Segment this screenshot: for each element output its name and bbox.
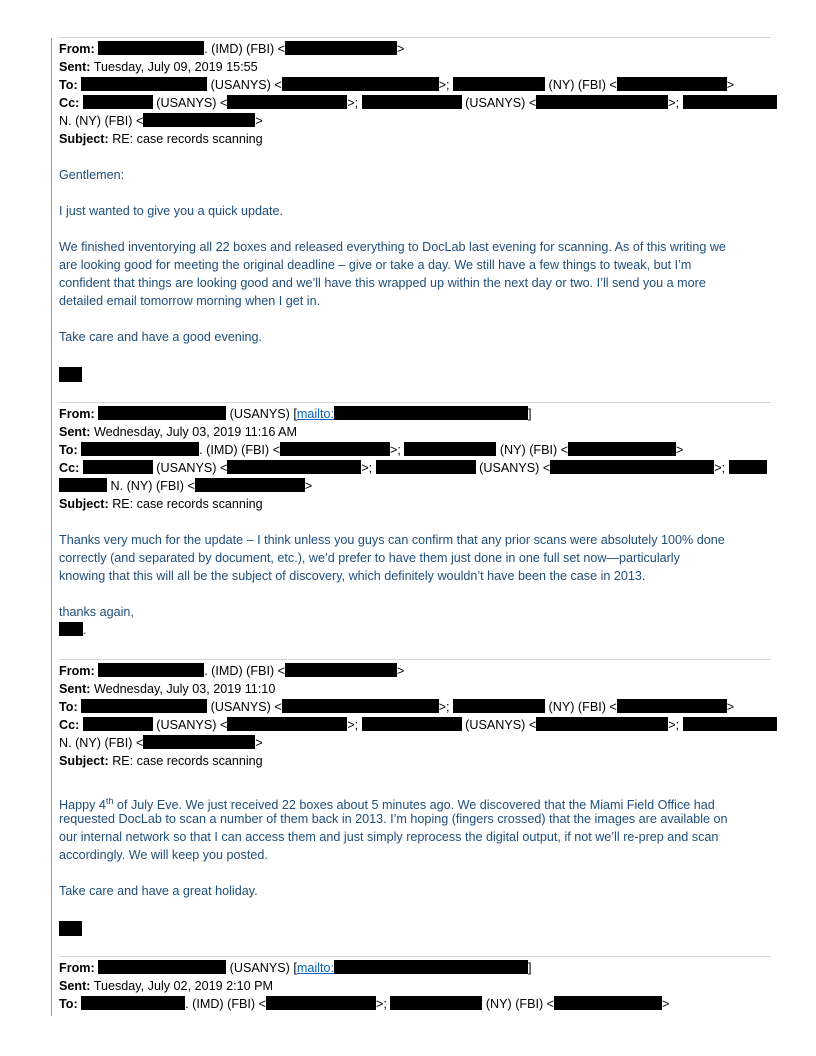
angle-close: > [255,114,263,128]
cc-org: (USANYS) < [461,718,537,732]
email3-sent-line [59,681,275,698]
body-line: are looking good for meeting the original deadline – give or take a day. We still have a few things to tweak, but I’m [59,258,692,272]
body-line [59,793,715,813]
subject-text: RE: case records scanning [112,132,263,146]
sent-label: Sent: [59,979,91,993]
redaction [266,996,376,1010]
angle-close: > [662,997,670,1011]
subject-label: Subject: [59,132,109,146]
cc-org: N. (NY) (FBI) < [59,114,144,128]
redaction [282,699,439,713]
subject-label: Subject: [59,754,109,768]
from-org: . (IMD) (FBI) < [204,42,285,56]
email2-to-line [59,442,683,459]
redaction [404,442,496,456]
redaction [683,95,777,109]
email1-cc-line [59,95,777,112]
redaction [81,77,207,91]
separator [59,402,771,403]
cc-org: (USANYS) < [461,96,537,110]
redaction [362,717,462,731]
body-line: Take care and have a great holiday. [59,884,258,898]
sent-date: Tuesday, July 09, 2019 15:55 [93,60,258,74]
body-line: knowing that this will all be the subject of discovery, which definitely wouldn’t have been the case in 2013. [59,569,646,583]
recipient-org: (NY) (FBI) < [545,700,617,714]
email2-subject-line [59,496,263,513]
from-label: From: [59,664,95,678]
cc-label: Cc: [59,718,80,732]
cc-org: N. (NY) (FBI) < [59,736,144,750]
redaction [617,77,727,91]
angle-close: > [397,664,405,678]
email4-to-line [59,996,669,1013]
angle-close: > [255,736,263,750]
redaction [550,460,714,474]
from-label: From: [59,961,95,975]
redaction [143,113,255,127]
recipient-org: (NY) (FBI) < [545,78,617,92]
to-label: To: [59,78,78,92]
period: . [83,623,87,637]
redaction [83,460,153,474]
cc-org: (USANYS) < [152,461,228,475]
cc-org: (USANYS) < [152,718,228,732]
separator-text: >; [668,96,680,110]
subject-text: RE: case records scanning [112,754,263,768]
cc-org: (USANYS) < [152,96,228,110]
email1-sent-line [59,59,258,76]
sent-label: Sent: [59,682,91,696]
email2-cc-cont-line [59,478,312,495]
signature-redaction [59,921,82,936]
email3-subject-line [59,753,263,770]
separator-text: >; [438,78,450,92]
email2-cc-line [59,460,767,477]
body-line: our internal network so that I can access them and just simply reprocess the digital output, if not we’ll re-prep and scan [59,830,719,844]
sent-date: Wednesday, July 03, 2019 11:16 AM [93,425,298,439]
angle-close: > [397,42,405,56]
to-label: To: [59,700,78,714]
redaction [227,95,347,109]
cc-org: N. (NY) (FBI) < [110,479,195,493]
redaction [453,699,545,713]
separator-text: >; [714,461,726,475]
separator-text: >; [347,718,359,732]
redaction [554,996,662,1010]
email2-sent-line [59,424,297,441]
body-line: confident that things are looking good and we’ll have this wrapped up within the next day or two. I’ll send you a more [59,276,706,290]
signature-redaction [59,622,83,636]
sent-label: Sent: [59,425,91,439]
redaction [227,717,347,731]
body-line: detailed email tomorrow morning when I get in. [59,294,321,308]
redaction [81,699,207,713]
quote-margin-line [51,38,52,1016]
body-text: Happy 4 [59,798,106,813]
recipient-org: (USANYS) < [207,700,282,714]
body-line: I just wanted to give you a quick update. [59,204,284,218]
redaction [729,460,767,474]
redaction [195,478,305,492]
angle-close: > [304,479,313,493]
redaction [285,41,397,55]
redaction [362,95,462,109]
separator-text: >; [361,461,373,475]
separator-text: >; [668,718,680,732]
mailto-link[interactable]: mailto: [296,407,334,421]
redaction [98,406,226,420]
email1-from-line [59,41,404,58]
redaction [617,699,727,713]
angle-close: > [726,78,735,92]
email4-from-line [59,960,531,977]
signature-line [59,622,87,639]
angle-close: > [726,700,735,714]
body-line: accordingly. We will keep you posted. [59,848,268,862]
from-org: (USANYS) [ [226,961,297,975]
signature-redaction [59,367,82,382]
sent-date: Tuesday, July 02, 2019 2:10 PM [93,979,273,993]
redaction [98,41,204,55]
email3-cc-cont-line [59,735,263,752]
redaction [98,960,226,974]
body-line: thanks again, [59,605,134,619]
email1-subject-line [59,131,263,148]
from-org: . (IMD) (FBI) < [204,664,285,678]
cc-label: Cc: [59,461,80,475]
cc-label: Cc: [59,96,80,110]
recipient-org: (USANYS) < [207,78,282,92]
sent-label: Sent: [59,60,91,74]
separator [59,659,771,660]
email2-from-line [59,406,531,423]
redaction [59,478,107,492]
separator-text: >; [347,96,359,110]
separator [59,956,771,957]
from-label: From: [59,42,95,56]
subject-text: RE: case records scanning [112,497,263,511]
redaction [568,442,676,456]
recipient-org: (NY) (FBI) < [482,997,555,1011]
email3-from-line [59,663,404,680]
recipient-org: . (IMD) (FBI) < [185,997,266,1011]
from-label: From: [59,407,95,421]
body-line: Gentlemen: [59,168,125,182]
redaction [536,95,668,109]
body-text: of July Eve. We just received 22 boxes about 5 minutes ago. We discovered that the Miami Field Office had [113,798,715,813]
to-label: To: [59,443,78,457]
body-line: We finished inventorying all 22 boxes and released everything to DocLab last evening for scanning. As of this writing we [59,240,726,254]
bracket-close: ] [527,961,532,975]
separator-text: >; [438,700,450,714]
body-line: Thanks very much for the update – I think unless you guys can confirm that any prior scans were absolutely 100% done [59,533,725,547]
separator-text: >; [389,443,401,457]
recipient-org: . (IMD) (FBI) < [199,443,280,457]
superscript: th [105,796,114,806]
redaction [143,735,255,749]
redaction [334,406,528,420]
redaction [280,442,390,456]
separator [59,37,771,38]
separator-text: >; [375,997,387,1011]
redaction [227,460,361,474]
email3-to-line [59,699,734,716]
redaction [376,460,476,474]
recipient-org: (NY) (FBI) < [496,443,569,457]
email1-to-line [59,77,734,94]
subject-label: Subject: [59,497,109,511]
sent-date: Wednesday, July 03, 2019 11:10 [93,682,276,696]
redaction [683,717,777,731]
from-org: (USANYS) [ [226,407,297,421]
email4-sent-line [59,978,273,995]
email3-cc-line [59,717,777,734]
email1-cc-cont-line [59,113,263,130]
redaction [453,77,545,91]
redaction [81,996,185,1010]
bracket-close: ] [527,407,532,421]
redaction [390,996,482,1010]
angle-close: > [676,443,684,457]
redaction [536,717,668,731]
redaction [285,663,397,677]
mailto-link[interactable]: mailto: [296,961,334,975]
redaction [98,663,204,677]
redaction [334,960,528,974]
redaction [282,77,439,91]
redaction [81,442,199,456]
to-label: To: [59,997,78,1011]
body-line: Take care and have a good evening. [59,330,263,344]
body-line: requested DocLab to scan a number of them back in 2013. I’m hoping (fingers crossed) that the images are available on [59,812,728,826]
body-line: correctly (and separated by document, etc.), we’d prefer to have them just done in one full set now—particularly [59,551,680,565]
redaction [83,95,153,109]
redaction [83,717,153,731]
cc-org: (USANYS) < [475,461,551,475]
